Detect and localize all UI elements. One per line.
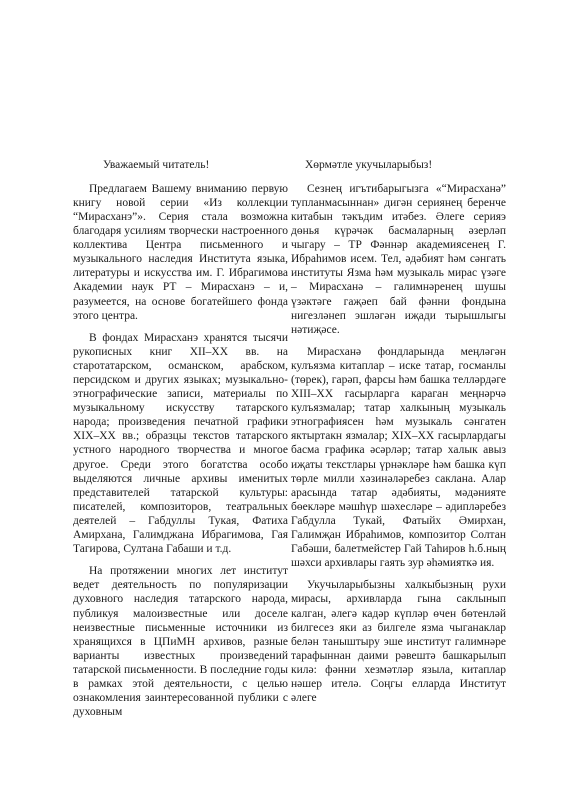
russian-column: [73, 158, 288, 727]
russian-heading: Уважаемый читатель!: [103, 159, 210, 171]
tatar-column: [291, 158, 506, 713]
tatar-paragraph: Мирасханә фондларында меңләгән кулъязма китаплар – иске татар, госманлы (төрек), гарәп, фарсы һәм башка телләрдәге XIII–XX гасырларга караган меңнәрчә кулъязмалар; татар халкының музыкаль этнографиясен һәм музыкаль сәнгатен яктыртакн язмалар; XIX–XX гасырлардагы басма графика әсәрләр; татар халык авыз иҗаты текстлары үрнәкләре һәм башка күп төрле милли хәзинәләребез саклана. Алар арасында татар әдәбияты, мәдәнияте бөекләре мәшһүр шәхесләре – әдипләребез Габдулла Тукай, Фатыйх Әмирхан, Галимҗан Ибраһимов, композитор Солтан Габәши, балетмейстер Гай Таһиров һ.б.ның шәхси архивлары гаять зур әһәмияткә ия.: [291, 345, 506, 570]
russian-paragraph: В фондах Мирасханэ хранятся тысячи рукописных книг XII–XX вв. на старотатарском, османском, арабском, персидском и других языках; музыкально-этнографические записи, материалы по музыкальному искусству татарского народа; произведения печатной графики XIX–XX вв.; образцы текстов татарского устного народного творчества и многое другое. Среди этого богатства особо выделяются личные архивы именитых представителей татарской культуры: писателей, композиторов, театральных деятелей – Габдуллы Тукая, Фатиха Амирхана, Галимджана Ибрагимова, Гая Тагирова, Султана Габаши и т.д.: [73, 331, 288, 556]
russian-paragraph: На протяжении многих лет институт ведет деятельность по популяризации духовного наследия татарского народа, публикуя малоизвестные или доселе неизвестные письменные источники из хранящихся в ЦПиМН архивов, разные варианты известных произведений татарской письменности. В последние годы в рамках этой деятельности, с целью ознакомления заинтересованной публики с духовным: [73, 565, 288, 719]
tatar-paragraph: Укучыларыбызны халкыбызның рухи мирасы, архивларда гына саклынып калган, әлегә кадәр күпләр өчен бөтенләй билгесез яки аз билгеле язма чыганаклар белән таныштыру эше институт галимнәре тарафыннан даими рәвештә башкарылып килә: фәнни хезмәтләр языла, китаплар нәшер ителә. Соңгы елларда Институт әлеге: [291, 579, 506, 705]
tatar-paragraph: Сезнең игътибарыгызга «“Мирасханә” тупланмасыннан» дигән сериянең беренче китабын тәкъдим итәбез. Әлеге серияэ дөнья күрәчәк басмаларның әзерләп чыгару – ТР Фәннәр академиясенең Г. Ибраһимов исем. Тел, әдәбият һәм сәнгать институты Язма һәм музыкаль мирас үзәге – Мирасханә – галимнәренең шушы үзәктәге гаҗәеп бай фәнни фондына нигезләнеп эшләгән иҗади тырышлыгы нәтиҗәсе.: [291, 182, 506, 336]
tatar-heading: Хөрмәтле укучыларыбыз!: [305, 159, 433, 171]
russian-paragraph: Предлагаем Вашему вниманию первую книгу новой серии «Из коллекции “Мирасханэ”». Серия стала возможна благодаря усилиям творчески настроенного коллектива Центра письменного и музыкального наследия Института языка, литературы и искусства им. Г. Ибрагимова Академии наук РТ – Мирасханэ – и, разумеется, на основе богатейшего фонда этого центра.: [73, 182, 288, 322]
